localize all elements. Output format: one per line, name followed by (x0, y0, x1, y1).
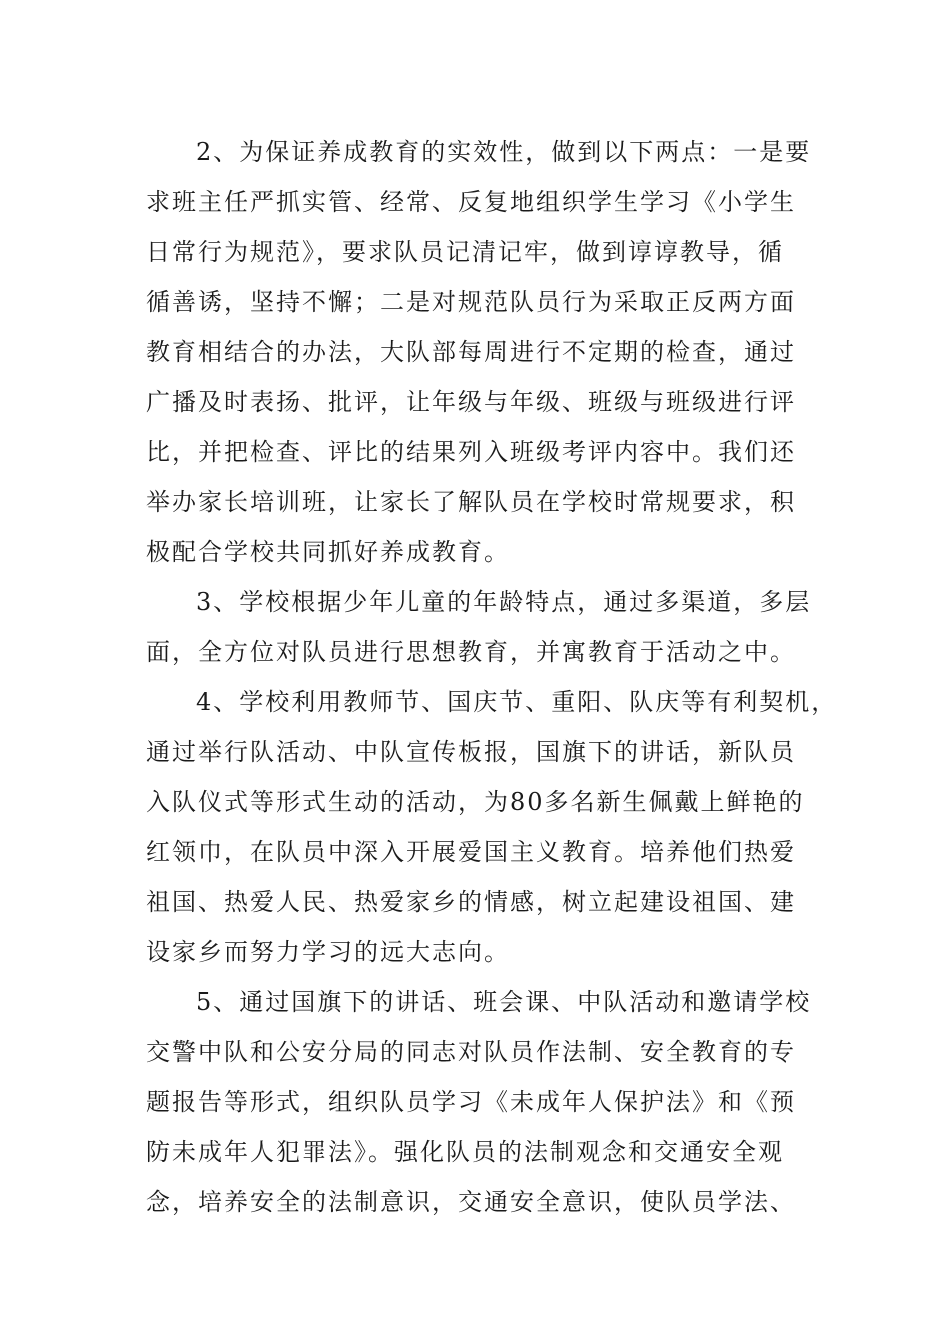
text-line: 3、学校根据少年儿童的年龄特点，通过多渠道，多层 (196, 588, 812, 616)
text-line: 教育相结合的办法，大队部每周进行不定期的检查，通过 (146, 338, 796, 366)
text-line: 循善诱，坚持不懈；二是对规范队员行为采取正反两方面 (146, 288, 796, 316)
text-line: 比，并把检查、评比的结果列入班级考评内容中。我们还 (146, 438, 796, 466)
text-line: 5、通过国旗下的讲话、班会课、中队活动和邀请学校 (196, 988, 812, 1016)
text-line: 设家乡而努力学习的远大志向。 (146, 938, 510, 966)
text-line: 极配合学校共同抓好养成教育。 (146, 538, 510, 566)
text-line: 题报告等形式，组织队员学习《未成年人保护法》和《预 (146, 1088, 796, 1116)
text-line: 念，培养安全的法制意识，交通安全意识，使队员学法、 (146, 1188, 796, 1216)
text-line: 防未成年人犯罪法》。强化队员的法制观念和交通安全观 (146, 1138, 784, 1166)
paragraph-2 (146, 127, 812, 577)
text-line: 求班主任严抓实管、经常、反复地组织学生学习《小学生 (146, 188, 796, 216)
paragraph-5 (146, 977, 812, 1227)
text-line: 日常行为规范》，要求队员记清记牢，做到谆谆教导，循 (146, 238, 784, 266)
text-line: 广播及时表扬、批评，让年级与年级、班级与班级进行评 (146, 388, 796, 416)
text-line: 面，全方位对队员进行思想教育，并寓教育于活动之中。 (146, 638, 796, 666)
text-line: 交警中队和公安分局的同志对队员作法制、安全教育的专 (146, 1038, 796, 1066)
paragraph-4 (146, 677, 838, 977)
text-line: 红领巾，在队员中深入开展爱国主义教育。培养他们热爱 (146, 838, 796, 866)
paragraph-3 (146, 577, 812, 677)
text-line: 举办家长培训班，让家长了解队员在学校时常规要求，积 (146, 488, 796, 516)
document-body (146, 127, 838, 1227)
text-line: 通过举行队活动、中队宣传板报，国旗下的讲话，新队员 (146, 738, 796, 766)
text-line: 祖国、热爱人民、热爱家乡的情感，树立起建设祖国、建 (146, 888, 796, 916)
text-line: 入队仪式等形式生动的活动，为80多名新生佩戴上鲜艳的 (146, 788, 805, 816)
text-line: 4、学校利用教师节、国庆节、重阳、队庆等有利契机， (196, 688, 838, 716)
text-line: 2、为保证养成教育的实效性，做到以下两点：一是要 (196, 138, 812, 166)
